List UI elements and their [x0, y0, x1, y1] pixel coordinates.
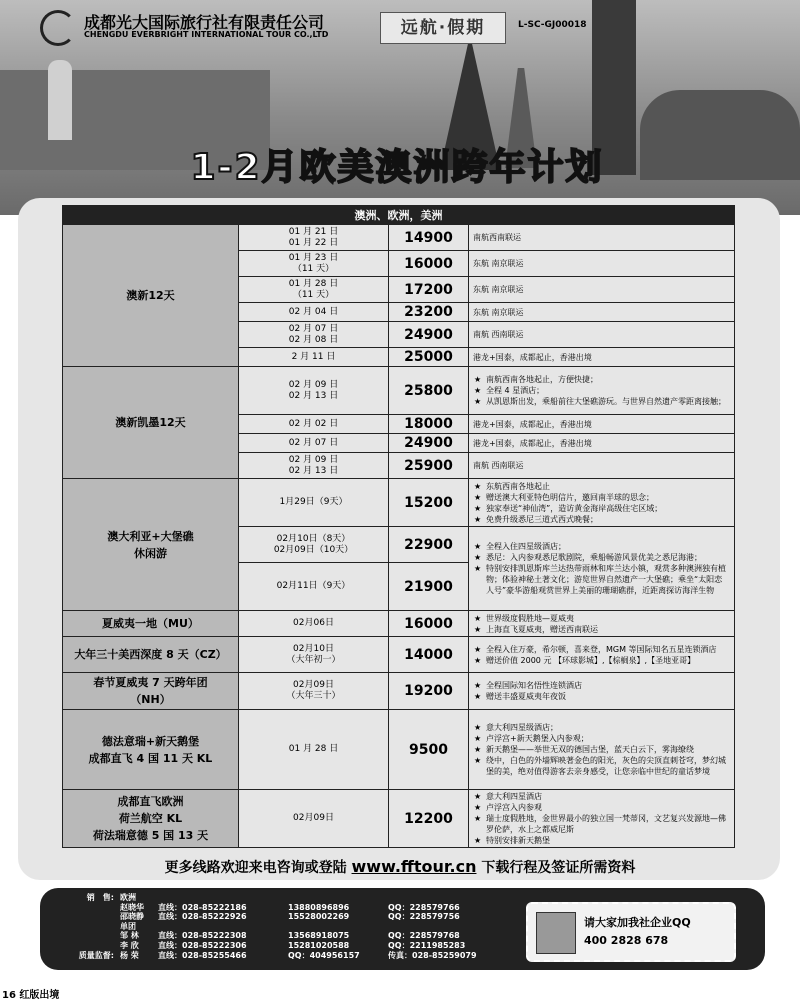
contact-row — [52, 912, 522, 922]
colosseum — [640, 90, 800, 180]
note-item: ★ 赠送澳大利亚特色明信片，邀回南半球的思念； — [473, 492, 730, 503]
departure-date: 02 月 02 日 — [239, 415, 389, 434]
price: 25900 — [389, 453, 469, 479]
note: 南航 西南联运 — [469, 322, 735, 348]
route-name: 澳新凯墨12天 — [63, 367, 239, 479]
note-item: ★ 全程国际知名悟性连锁酒店 — [473, 680, 730, 691]
contact-row — [52, 951, 522, 961]
departure-date: 1月29日（9天） — [239, 479, 389, 527]
contact-footer — [40, 888, 765, 970]
cta-suffix: 下载行程及签证所需资料 — [481, 860, 636, 876]
price: 22900 — [389, 527, 469, 563]
contact-name: 单团 — [120, 921, 136, 931]
contact-role: 销 售: — [86, 893, 114, 902]
price: 21900 — [389, 563, 469, 611]
note-list — [469, 367, 735, 415]
note: 港龙+国泰，成都起止，香港出境 — [469, 348, 735, 367]
price: 18000 — [389, 415, 469, 434]
departure-date: 01 月 28 日 （11 天） — [239, 277, 389, 303]
contact-role: 质量监督: — [78, 950, 114, 960]
note-item: ★ 东航西南各地起止 — [473, 481, 730, 492]
departure-date: 02月10日 （大年初一） — [239, 637, 389, 673]
note: 东航 南京联运 — [469, 303, 735, 322]
price: 12200 — [389, 790, 469, 848]
qq-group-number: 400 2828 678 — [584, 934, 669, 947]
departure-date: 02 月 04 日 — [239, 303, 389, 322]
company-logo-icon — [40, 10, 76, 46]
note-item: ★ 新天鹅堡——举世无双的德国古堡，蓝天白云下，雾海缭绕 — [473, 744, 730, 755]
company-name-cn: 成都光大国际旅行社有限责任公司 — [84, 13, 325, 32]
departure-date: 02月10日（8天） 02月09日（10天） — [239, 527, 389, 563]
contact-name: 李 欣 — [120, 940, 139, 950]
contact-name: 杨 荣 — [120, 950, 139, 960]
route-name: 德法意瑞+新天鹅堡 成都直飞 4 国 11 天 KL — [63, 710, 239, 790]
contact-phone: 直线：028-85222186 — [158, 902, 247, 912]
route-name: 澳大利亚+大堡礁 休闲游 — [63, 479, 239, 611]
note-list — [469, 611, 735, 637]
license-number: L-SC-GJ00018 — [518, 20, 587, 30]
contact-mobile: 13568918075 — [288, 931, 350, 941]
note-list — [469, 479, 735, 527]
contact-mobile: 15528002269 — [288, 912, 350, 922]
call-to-action — [70, 857, 730, 877]
route-name: 澳新12天 — [63, 225, 239, 367]
note-item: ★ 全程 4 星酒店； — [473, 385, 730, 396]
contact-mobile: 13880896896 — [288, 902, 350, 912]
departure-date: 02月11日（9天） — [239, 563, 389, 611]
note: 港龙+国泰，成都起止，香港出境 — [469, 434, 735, 453]
note-item: ★ 卢浮宫+新天鹅堡入内参观； — [473, 733, 730, 744]
contact-phone: 直线：028-85222308 — [158, 931, 247, 941]
hero-banner — [0, 0, 800, 215]
departure-date: 02 月 09 日 02 月 13 日 — [239, 367, 389, 415]
note: 南航西南联运 — [469, 225, 735, 251]
note-item: ★ 从凯恩斯出发，乘船前往大堡礁游玩。与世界自然遗产零距离接触； — [473, 396, 730, 407]
section-header: 澳洲、欧洲，美洲 — [63, 206, 735, 225]
note: 东航 南京联运 — [469, 277, 735, 303]
price: 17200 — [389, 277, 469, 303]
contact-row — [52, 931, 522, 941]
price: 24900 — [389, 434, 469, 453]
note-list — [469, 710, 735, 790]
price: 25800 — [389, 367, 469, 415]
contact-row — [52, 893, 522, 903]
website-link[interactable]: www.fftour.cn — [351, 857, 477, 876]
note-list — [469, 637, 735, 673]
contact-row — [52, 941, 522, 951]
contact-name: 欧洲 — [120, 893, 136, 902]
note-item: ★ 世界级度假胜地—夏威夷 — [473, 613, 730, 624]
contact-list — [52, 893, 522, 960]
departure-date: 02月09日 （大年三十） — [239, 673, 389, 710]
price: 23200 — [389, 303, 469, 322]
contact-fax: 传真：028-85259079 — [388, 950, 477, 960]
note: 东航 南京联运 — [469, 251, 735, 277]
price: 9500 — [389, 710, 469, 790]
qq-avatar-image — [536, 912, 576, 954]
note-item: ★ 赠送价值 2000 元 【环球影城】,【棕榈泉】,【圣地亚哥】 — [473, 655, 730, 666]
price: 24900 — [389, 322, 469, 348]
note: 港龙+国泰，成都起止，香港出境 — [469, 415, 735, 434]
price: 16000 — [389, 611, 469, 637]
price: 19200 — [389, 673, 469, 710]
contact-row — [52, 922, 522, 932]
itinerary-table — [62, 205, 735, 848]
price: 16000 — [389, 251, 469, 277]
price: 25000 — [389, 348, 469, 367]
contact-name: 邹 林 — [120, 931, 139, 941]
note-item: ★ 卢浮宫入内参观 — [473, 802, 730, 813]
departure-date: 2 月 11 日 — [239, 348, 389, 367]
contact-qq: QQ：228579756 — [388, 912, 460, 922]
contact-name: 赵晓华 — [120, 902, 144, 912]
note-item: ★ 全程入住万豪，希尔顿，喜来登，MGM 等国际知名五星连锁酒店 — [473, 644, 730, 655]
note-list — [469, 790, 735, 848]
route-name: 成都直飞欧洲 荷兰航空 KL 荷法瑞意德 5 国 13 天 — [63, 790, 239, 848]
note-item: ★ 赠送丰盛夏威夷年夜饭 — [473, 691, 730, 702]
route-name: 大年三十美西深度 8 天（CZ） — [63, 637, 239, 673]
route-name: 夏威夷一地（MU） — [63, 611, 239, 637]
departure-date: 01 月 23 日 （11 天） — [239, 251, 389, 277]
page-title: 1-2月欧美澳洲跨年计划 — [190, 147, 604, 188]
note-list — [469, 673, 735, 710]
note-item: ★ 免费升级悉尼三道式西式晚餐； — [473, 514, 730, 525]
contact-mobile: 15281020588 — [288, 940, 350, 950]
cta-prefix: 更多线路欢迎来电咨询或登陆 — [164, 860, 347, 876]
contact-phone: 直线：028-85222306 — [158, 940, 247, 950]
note: 南航 西南联运 — [469, 453, 735, 479]
contact-phone: 直线：028-85255466 — [158, 950, 247, 960]
company-name-en: CHENGDU EVERBRIGHT INTERNATIONAL TOUR CO.,LTD — [84, 30, 329, 39]
contact-qq: QQ：2211985283 — [388, 940, 466, 950]
contact-qq: QQ：228579768 — [388, 931, 460, 941]
price: 15200 — [389, 479, 469, 527]
note-list — [469, 527, 735, 611]
departure-date: 02 月 09 日 02 月 13 日 — [239, 453, 389, 479]
note-item: ★ 全程入住四星级酒店； — [473, 541, 730, 552]
statue — [48, 60, 72, 140]
contact-row — [52, 903, 522, 913]
note-item: ★ 意大利四星酒店 — [473, 791, 730, 802]
note-item: ★ 特别安排凯恩斯库兰达热带雨林和库兰达小镇，观赏多种澳洲独有植物；体验神秘土著文化；游览世界自然遗产一大堡礁；乘坐“太阳恋人号”豪华游船观赏世界上美丽的珊瑚礁群，近距离探访海洋生物 — [473, 563, 730, 596]
note-item: ★ 独家奉送“神仙湾”，造访黄金海岸高级住宅区域； — [473, 503, 730, 514]
note-item: ★ 意大利四星级酒店； — [473, 722, 730, 733]
note-item: ★ 南航西南各地起止，方便快捷； — [473, 374, 730, 385]
note-item: ★ 悉尼：入内参观悉尼歌剧院，乘船畅游风景优美之悉尼海港； — [473, 552, 730, 563]
contact-qq: QQ：404956157 — [288, 950, 360, 960]
departure-date: 01 月 21 日 01 月 22 日 — [239, 225, 389, 251]
departure-date: 02 月 07 日 — [239, 434, 389, 453]
note-item: ★ 绕中，白色的外墙辉映著金色的阳光，灰色的尖顶直刺苍穹，梦幻城堡的美，绝对值得游客去亲身感受，让您亲临中世纪的童话梦境 — [473, 755, 730, 777]
note-item: ★ 上海直飞夏威夷，赠送西南联运 — [473, 624, 730, 635]
contact-qq: QQ：228579766 — [388, 902, 460, 912]
qq-group-card[interactable] — [526, 902, 736, 962]
qq-group-title: 请大家加我社企业QQ — [584, 916, 691, 929]
departure-date: 01 月 28 日 — [239, 710, 389, 790]
brand-logo: 远航·假期 — [380, 12, 506, 44]
route-name: 春节夏威夷 7 天跨年团 （NH） — [63, 673, 239, 710]
price: 14000 — [389, 637, 469, 673]
contact-phone: 直线：028-85222926 — [158, 912, 247, 922]
departure-date: 02月06日 — [239, 611, 389, 637]
departure-date: 02 月 07 日 02 月 08 日 — [239, 322, 389, 348]
contact-name: 邵晓静 — [120, 912, 144, 922]
note-item: ★ 瑞士度假胜地，金世界最小的独立国一梵蒂冈，文艺复兴发源地—佛罗伦萨，水上之都威尼斯 — [473, 813, 730, 835]
price: 14900 — [389, 225, 469, 251]
note-item: ★ 特别安排新天鹅堡 — [473, 835, 730, 846]
departure-date: 02月09日 — [239, 790, 389, 848]
page-number: 16 红版出境 — [2, 990, 60, 1001]
